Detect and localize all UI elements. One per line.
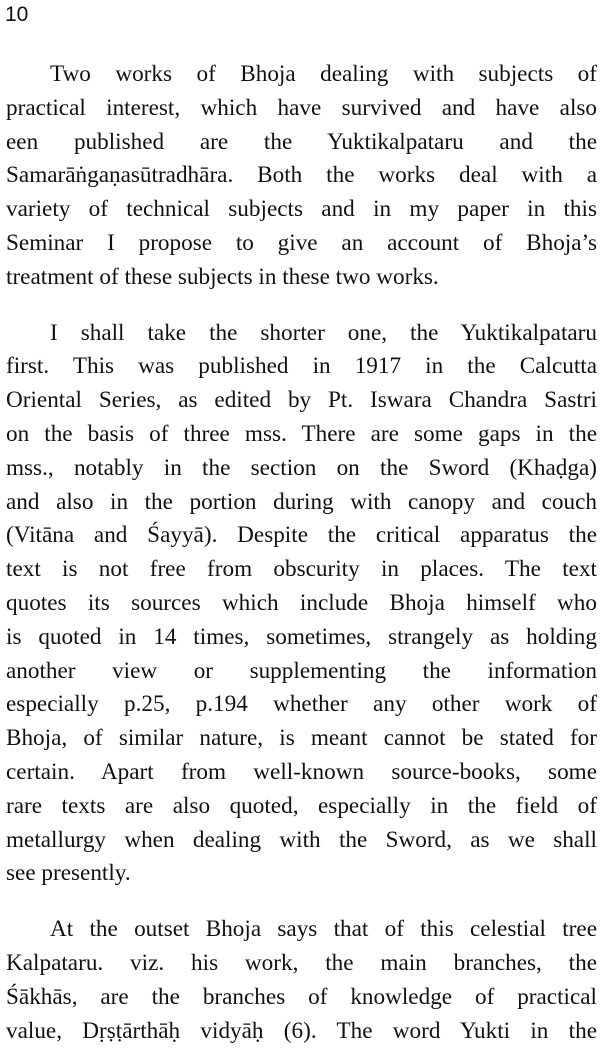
text-line: practical interest, which have survived and have also (6, 94, 597, 121)
text-line: variety of technical subjects and in my paper in this (6, 196, 597, 223)
text-line: certain. Apart from well-known source-books, some (6, 758, 597, 785)
text-line: and also in the portion during with canopy and couch (6, 488, 597, 515)
text-line: I shall take the shorter one, the Yuktikalpataru (50, 319, 597, 346)
text-line: value, Dṛṣṭārthāḥ vidyāḥ (6). The word Yukti in the (6, 1017, 597, 1044)
text-line: mss., notably in the section on the Sword (Khaḍga) (6, 454, 597, 481)
text-line: Two works of Bhoja dealing with subjects of (50, 61, 597, 87)
text-line: especially p.25, p.194 whether any other work of (6, 691, 597, 718)
text-line: text is not free from obscurity in places. The text (6, 556, 597, 583)
text-line: Samarāṅgaṇasūtradhāra. Both the works deal with a (6, 162, 597, 189)
text-line: Oriental Series, as edited by Pt. Iswara Chandra Sastri (6, 387, 597, 414)
page-number: 10 (5, 3, 29, 26)
text-line: Kalpataru. viz. his work, the main branches, the (6, 949, 597, 976)
text-line: Bhoja, of similar nature, is meant cannot be stated for (6, 725, 597, 752)
text-line: metallurgy when dealing with the Sword, as we shall (6, 826, 597, 853)
paragraph-2 (6, 317, 597, 892)
text-line: another view or supplementing the information (6, 657, 597, 684)
text-line: first. This was published in 1917 in the Calcutta (6, 353, 597, 380)
text-line: (Vitāna and Śayyā). Despite the critical apparatus the (6, 522, 597, 549)
text-line: Seminar I propose to give an account of Bhoja’s (6, 229, 597, 256)
text-line: Śākhās, are the branches of knowledge of practical (6, 983, 597, 1010)
paragraph-1 (6, 58, 597, 295)
text-line: rare texts are also quoted, especially in the field of (6, 792, 597, 819)
text-line: At the outset Bhoja says that of this celestial tree (50, 916, 597, 943)
text-line: is quoted in 14 times, sometimes, strangely as holding (6, 623, 597, 650)
text-line: treatment of these subjects in these two works. (6, 263, 439, 290)
paragraph-3 (6, 913, 597, 1048)
text-line: een published are the Yuktikalpataru and the (6, 128, 597, 155)
text-line: quotes its sources which include Bhoja himself who (6, 589, 597, 616)
text-line: see presently. (6, 860, 131, 887)
page-body (6, 58, 597, 1048)
text-line: on the basis of three mss. There are some gaps in the (6, 420, 597, 447)
